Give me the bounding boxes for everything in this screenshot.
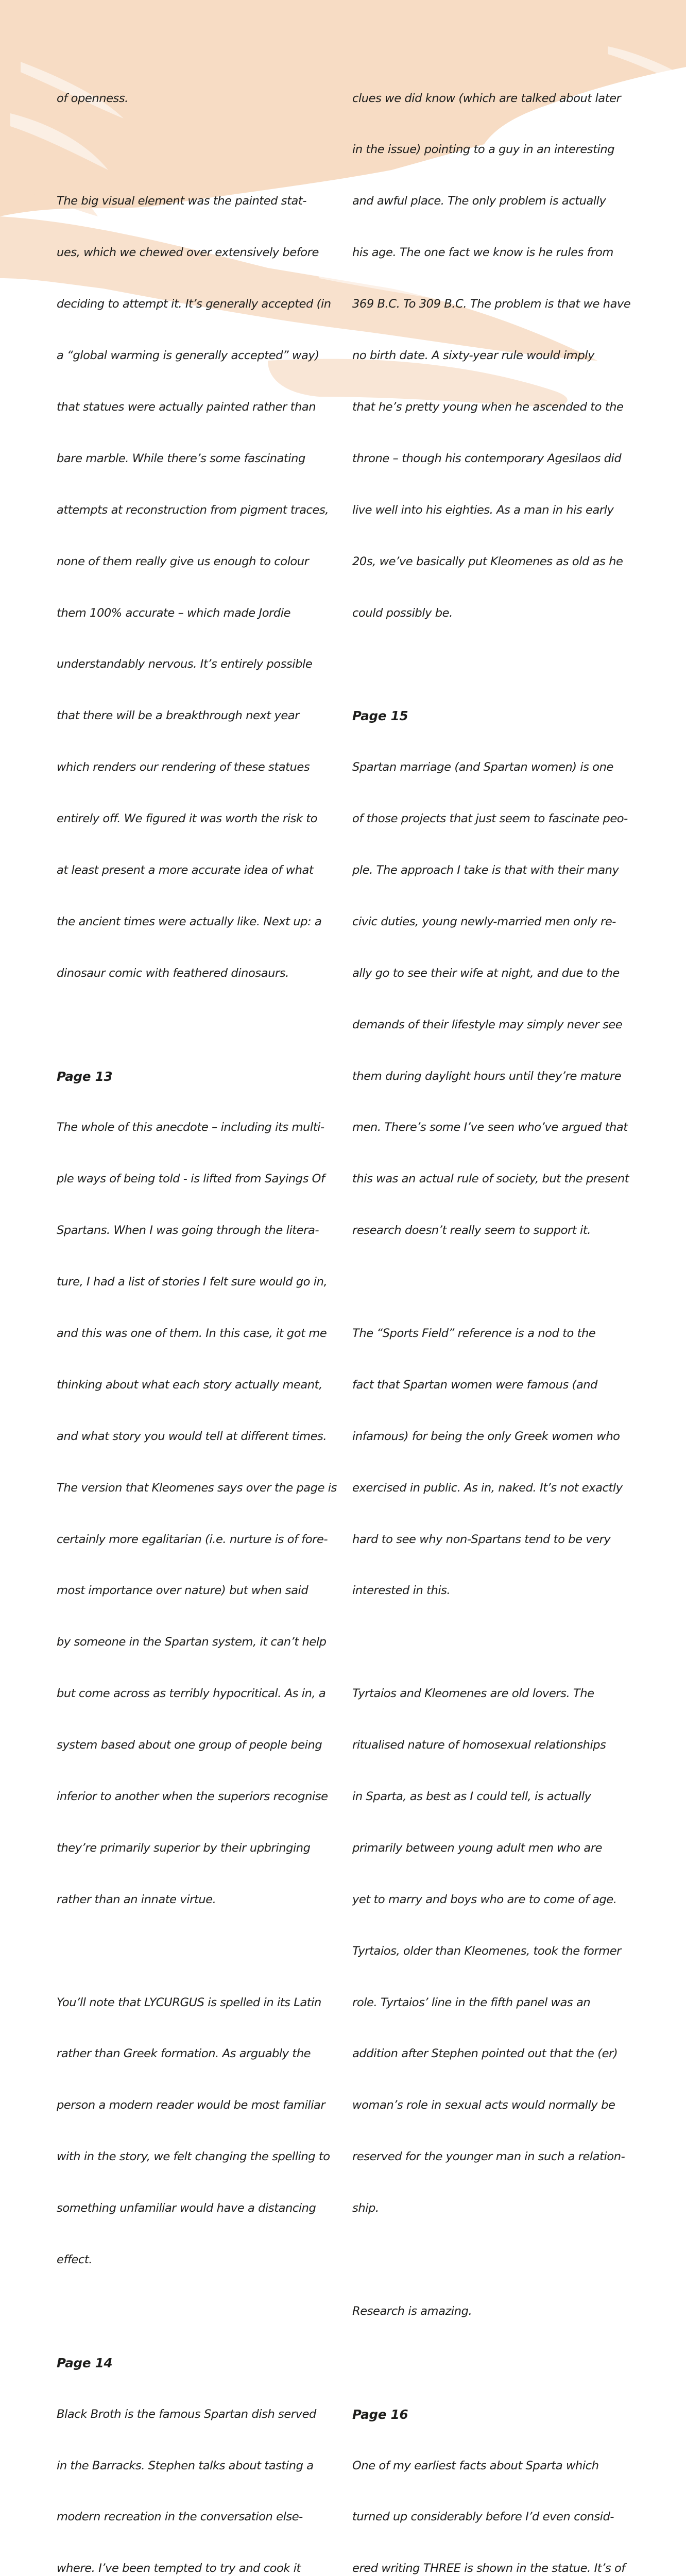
text-line: a “global warming is generally accepted” way) bbox=[57, 349, 319, 363]
text-line: deciding to attempt it. It’s generally accepted (in bbox=[57, 297, 331, 311]
text-line: The “Sports Field” reference is a nod to the bbox=[352, 1326, 596, 1340]
text-line: hard to see why non-Spartans tend to be very bbox=[352, 1532, 611, 1546]
text-line: 369 B.C. To 309 B.C. The problem is that we have bbox=[352, 297, 631, 311]
text-line: ally go to see their wife at night, and due to the bbox=[352, 966, 620, 980]
text-line: ered writing THREE is shown in the statue. It’s of bbox=[352, 2562, 625, 2575]
text-line: certainly more egalitarian (i.e. nurture is of fore- bbox=[57, 1532, 328, 1546]
text-line: The whole of this anecdote – including its multi- bbox=[57, 1121, 324, 1134]
text-line: interested in this. bbox=[352, 1584, 451, 1598]
text-line: understandably nervous. It’s entirely possible bbox=[57, 657, 313, 671]
text-line: and what story you would tell at different times. bbox=[57, 1429, 327, 1443]
text-line: of those projects that just seem to fascinate peo- bbox=[352, 812, 628, 826]
text-line: You’ll note that LYCURGUS is spelled in its Latin bbox=[57, 1995, 321, 2009]
text-line: ritualised nature of homosexual relationships bbox=[352, 1738, 606, 1752]
page-16-heading: Page 16 bbox=[352, 2406, 408, 2422]
text-line: demands of their lifestyle may simply never see bbox=[352, 1018, 623, 1031]
page-15-heading: Page 15 bbox=[352, 708, 408, 724]
text-line: no birth date. A sixty-year rule would imply bbox=[352, 349, 594, 363]
text-line: this was an actual rule of society, but the present bbox=[352, 1172, 629, 1186]
text-line: in the Barracks. Stephen talks about tasting a bbox=[57, 2459, 314, 2472]
text-line: clues we did know (which are talked about later bbox=[352, 91, 621, 105]
text-line: role. Tyrtaios’ line in the fifth panel was an bbox=[352, 1995, 591, 2009]
text-line: where. I’ve been tempted to try and cook it bbox=[57, 2562, 301, 2575]
left-column bbox=[57, 56, 345, 2576]
text-line: 20s, we’ve basically put Kleomenes as old as he bbox=[352, 554, 623, 568]
text-line bbox=[352, 1274, 641, 1291]
text-line: rather than Greek formation. As arguably the bbox=[57, 2047, 311, 2061]
text-line: effect. bbox=[57, 2253, 93, 2266]
text-line: infamous) for being the only Greek women who bbox=[352, 1429, 620, 1443]
text-line: by someone in the Spartan system, it can’t help bbox=[57, 1635, 327, 1649]
text-line: exercised in public. As in, naked. It’s not exactly bbox=[352, 1481, 623, 1495]
text-line: that there will be a breakthrough next year bbox=[57, 709, 300, 723]
text-line: ple ways of being told - is lifted from Sayings Of bbox=[57, 1172, 325, 1186]
text-line: could possibly be. bbox=[352, 606, 453, 620]
text-line: The version that Kleomenes says over the page is bbox=[57, 1481, 337, 1495]
text-line: ues, which we chewed over extensively before bbox=[57, 246, 319, 260]
text-line: throne – though his contemporary Agesilaos did bbox=[352, 451, 622, 465]
text-line bbox=[352, 656, 641, 673]
text-line: reserved for the younger man in such a relation- bbox=[352, 2150, 625, 2164]
text-line: entirely off. We figured it was worth the risk to bbox=[57, 812, 318, 826]
text-line bbox=[57, 2303, 345, 2320]
text-line: at least present a more accurate idea of what bbox=[57, 863, 314, 877]
text-line: but come across as terribly hypocritical. As in, a bbox=[57, 1687, 326, 1701]
text-line bbox=[57, 141, 345, 158]
text-line: that statues were actually painted rather than bbox=[57, 400, 316, 414]
text-line: they’re primarily superior by their upbringing bbox=[57, 1841, 311, 1855]
text-line: in Sparta, as best as I could tell, is actually bbox=[352, 1789, 591, 1803]
text-line: the ancient times were actually like. Next up: a bbox=[57, 914, 322, 928]
text-line bbox=[352, 2251, 641, 2268]
right-column bbox=[352, 56, 641, 2576]
text-line: attempts at reconstruction from pigment traces, bbox=[57, 503, 329, 517]
text-line: fact that Spartan women were famous (and bbox=[352, 1378, 598, 1392]
text-line: inferior to another when the superiors recognise bbox=[57, 1789, 328, 1803]
text-line: most importance over nature) but when said bbox=[57, 1584, 308, 1598]
text-line: One of my earliest facts about Sparta which bbox=[352, 2459, 599, 2472]
text-line: and awful place. The only problem is actually bbox=[352, 194, 606, 208]
text-line: and this was one of them. In this case, it got me bbox=[57, 1326, 327, 1340]
text-line: ship. bbox=[352, 2201, 379, 2215]
text-line: addition after Stephen pointed out that the (er) bbox=[352, 2047, 618, 2061]
text-line: turned up considerably before I’d even consid- bbox=[352, 2510, 614, 2524]
text-line: his age. The one fact we know is he rules from bbox=[352, 246, 613, 260]
page-14-heading: Page 14 bbox=[57, 2355, 113, 2370]
text-line: bare marble. While there’s some fascinating bbox=[57, 451, 305, 465]
text-line: Spartan marriage (and Spartan women) is one bbox=[352, 760, 613, 774]
text-line: them during daylight hours until they’re mature bbox=[352, 1069, 622, 1083]
text-line: thinking about what each story actually meant, bbox=[57, 1378, 322, 1392]
text-line: primarily between young adult men who are bbox=[352, 1841, 603, 1855]
page-13-heading: Page 13 bbox=[57, 1069, 113, 1084]
text-line: civic duties, young newly-married men only re- bbox=[352, 914, 616, 928]
text-line: dinosaur comic with feathered dinosaurs. bbox=[57, 966, 289, 980]
text-line: The big visual element was the painted stat- bbox=[57, 194, 307, 208]
text-line: rather than an innate virtue. bbox=[57, 1892, 216, 1906]
text-line: them 100% accurate – which made Jordie bbox=[57, 606, 291, 620]
text-line: Black Broth is the famous Spartan dish served bbox=[57, 2407, 316, 2421]
text-line: Tyrtaios and Kleomenes are old lovers. The bbox=[352, 1687, 594, 1701]
text-line: modern recreation in the conversation else- bbox=[57, 2510, 303, 2524]
text-line bbox=[352, 1634, 641, 1651]
text-line: system based about one group of people being bbox=[57, 1738, 322, 1752]
text-line: ple. The approach I take is that with their many bbox=[352, 863, 619, 877]
text-line: Tyrtaios, older than Kleomenes, took the former bbox=[352, 1944, 622, 1958]
text-line: in the issue) pointing to a guy in an interesting bbox=[352, 143, 615, 157]
text-line: ture, I had a list of stories I felt sure would go in, bbox=[57, 1275, 328, 1289]
text-line: with in the story, we felt changing the spelling to bbox=[57, 2150, 330, 2164]
text-line: something unfamiliar would have a distancing bbox=[57, 2201, 316, 2215]
text-line: live well into his eighties. As a man in his early bbox=[352, 503, 614, 517]
text-line: men. There’s some I’ve seen who’ve argued that bbox=[352, 1121, 628, 1134]
text-line bbox=[57, 1016, 345, 1033]
text-line bbox=[57, 1943, 345, 1960]
text-line: yet to marry and boys who are to come of age. bbox=[352, 1892, 617, 1906]
text-line: that he’s pretty young when he ascended to the bbox=[352, 400, 624, 414]
text-line bbox=[352, 2354, 641, 2371]
text-line: person a modern reader would be most familiar bbox=[57, 2098, 325, 2112]
text-line: research doesn’t really seem to support it. bbox=[352, 1224, 591, 1238]
text-line: woman’s role in sexual acts would normally be bbox=[352, 2098, 615, 2112]
text-line: Spartans. When I was going through the litera- bbox=[57, 1224, 319, 1238]
text-line: which renders our rendering of these statues bbox=[57, 760, 310, 774]
text-line: none of them really give us enough to colour bbox=[57, 554, 309, 568]
text-line: of openness. bbox=[57, 91, 128, 105]
text-line: Research is amazing. bbox=[352, 2304, 472, 2318]
